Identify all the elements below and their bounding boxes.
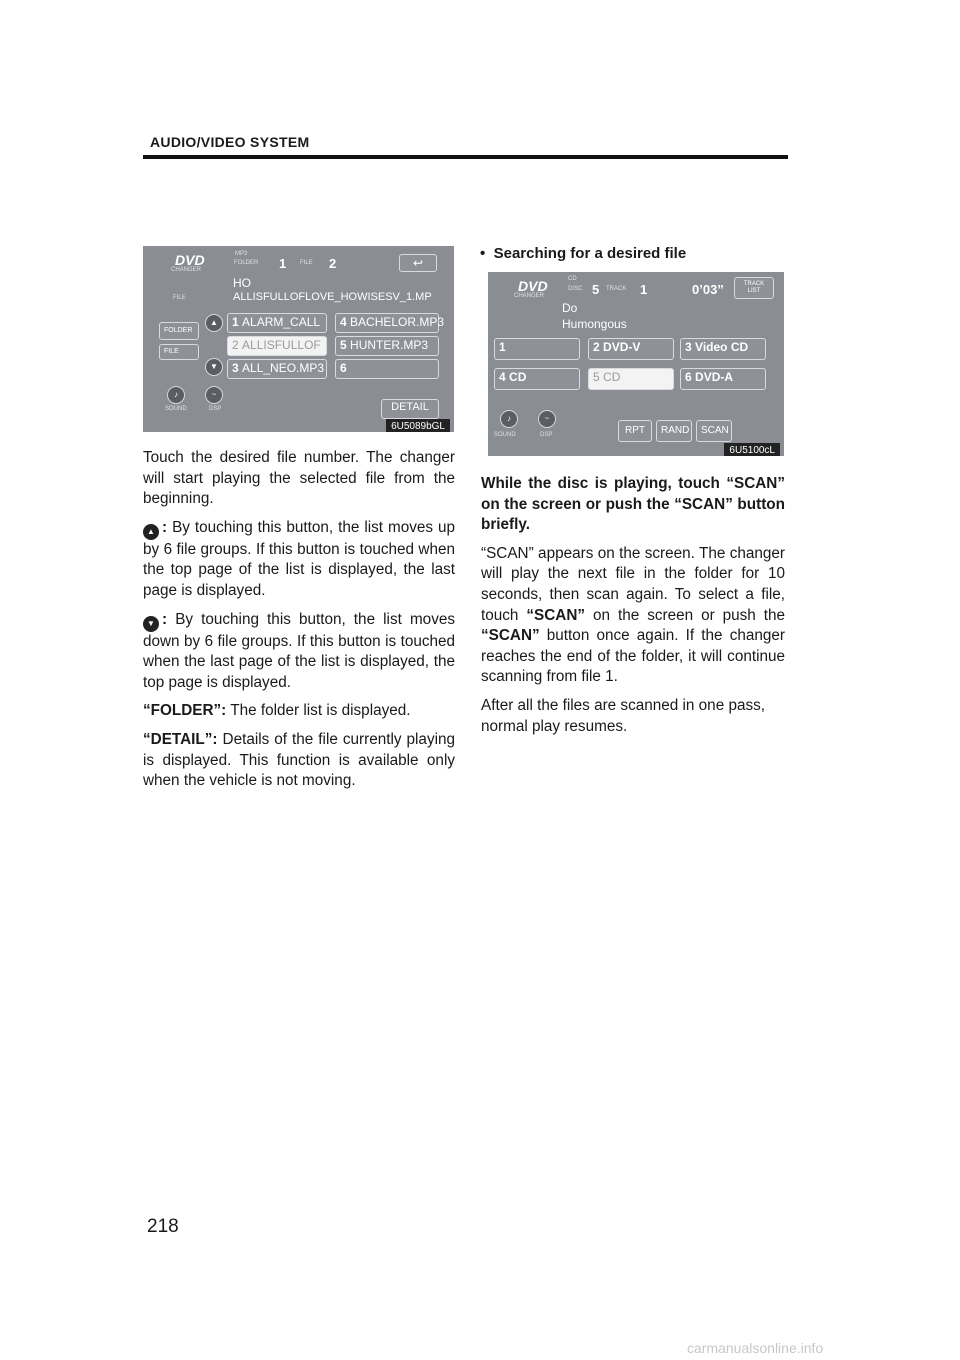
sound-icon[interactable]: ♪ (167, 386, 185, 404)
disc-slot-5[interactable]: 5 CD (588, 368, 674, 390)
list-up-button[interactable]: ▲ (205, 314, 223, 332)
disc-changer-screen (488, 272, 784, 456)
dsp-label: DSP (209, 406, 222, 412)
rpt-button[interactable]: RPT (618, 420, 652, 442)
rand-button[interactable]: RAND (656, 420, 692, 442)
scan-button[interactable]: SCAN (696, 420, 732, 442)
mp3-label: MP3 (235, 251, 248, 257)
folder-button[interactable]: FOLDER (159, 322, 199, 340)
scan-instruction: While the disc is playing, touch “SCAN” on the screen or push the “SCAN” button briefly. (481, 475, 785, 534)
file-item-1[interactable]: 1 ALARM_CALL (227, 313, 327, 333)
disc-slot-2[interactable]: 2 DVD-V (588, 338, 674, 360)
page-number: 218 (147, 1216, 179, 1237)
file-label: FILE (300, 260, 313, 266)
detail-button[interactable]: DETAIL (381, 399, 439, 419)
info-line-1: Do (562, 301, 578, 315)
mp3-file-screen (143, 246, 454, 432)
dsp-icon[interactable]: ~ (538, 410, 556, 428)
changer-label: CHANGER (171, 267, 202, 273)
sound-label: SOUND (494, 432, 516, 438)
folder-name: HO (233, 276, 251, 290)
up-arrow-icon: ▲ (143, 524, 159, 540)
info-line-2: Humongous (562, 317, 627, 331)
file-tag: FILE (173, 295, 186, 301)
scan-completion: After all the files are scanned in one pass, normal play resumes. (481, 696, 766, 735)
intro-paragraph: Touch the desired file number. The changer will start playing the selected file from the beginning. (143, 449, 455, 508)
file-name: ALLISFULLOFLOVE_HOWISESV_1.MP (233, 291, 432, 303)
bullet-icon: • (480, 245, 486, 262)
header-rule (143, 155, 788, 159)
disc-slot-1[interactable]: 1 (494, 338, 580, 360)
track-list-button[interactable]: TRACK LIST (734, 277, 774, 299)
down-arrow-icon: ▼ (143, 616, 159, 632)
left-column (143, 448, 455, 800)
sound-label: SOUND (165, 406, 187, 412)
dsp-icon[interactable]: ~ (205, 386, 223, 404)
scan-explanation: “SCAN” appears on the screen. The changer will play the next file in the folder for 10 seconds, then scan again. To select a file, touch “SCAN” on the screen or push the “SCAN” button once again. If the changer reaches the end of the folder, it will continue scanning from file 1. (481, 544, 786, 686)
disc-slot-6[interactable]: 6 DVD-A (680, 368, 766, 390)
file-item-5[interactable]: 5 HUNTER.MP3 (335, 336, 439, 356)
right-column (481, 474, 785, 745)
disc-label: DISC (568, 286, 583, 292)
page-header-title: AUDIO/VIDEO SYSTEM (150, 134, 310, 150)
cd-label: CD (568, 276, 577, 282)
file-item-2[interactable]: 2 ALLISFULLOF (227, 336, 327, 356)
file-button[interactable]: FILE (159, 344, 199, 360)
disc-slot-3[interactable]: 3 Video CD (680, 338, 766, 360)
changer-label: CHANGER (514, 293, 545, 299)
disc-number: 5 (592, 282, 600, 297)
search-heading: • Searching for a desired file (480, 245, 687, 262)
down-button-description: ▼ : By touching this button, the list moves down by 6 file groups. If this button is touched when the last page of the list is displayed, the top page is displayed. (143, 610, 455, 691)
file-item-3[interactable]: 3 ALL_NEO.MP3 (227, 359, 327, 379)
dvd-logo: DVD (518, 278, 548, 294)
detail-description: “DETAIL”: Details of the file currently playing is displayed. This function is available only when the vehicle is not moving. (143, 730, 456, 790)
up-button-description: ▲ : By touching this button, the list moves up by 6 file groups. If this button is touched when the top page of the list is displayed, the last page is displayed. (143, 518, 455, 599)
file-item-6[interactable]: 6 (335, 359, 439, 379)
sound-icon[interactable]: ♪ (500, 410, 518, 428)
file-item-4[interactable]: 4 BACHELOR.MP3 (335, 313, 439, 333)
back-button[interactable] (399, 254, 437, 272)
disc-slot-4[interactable]: 4 CD (494, 368, 580, 390)
figure-code: 6U5089bGL (386, 419, 450, 432)
file-number: 2 (329, 256, 337, 271)
folder-number: 1 (279, 256, 287, 271)
track-label: TRACK (606, 286, 627, 292)
figure-code: 6U5100cL (724, 443, 780, 456)
watermark: carmanualsonline.info (687, 1340, 824, 1356)
track-number: 1 (640, 282, 648, 297)
folder-description: “FOLDER”: The folder list is displayed. (143, 702, 411, 720)
return-icon: ↩ (412, 256, 424, 270)
dvd-logo: DVD (175, 252, 205, 268)
list-down-button[interactable]: ▼ (205, 358, 223, 376)
dsp-label: DSP (540, 432, 553, 438)
play-time: 0’03” (692, 282, 724, 297)
folder-label: FOLDER (234, 260, 259, 266)
